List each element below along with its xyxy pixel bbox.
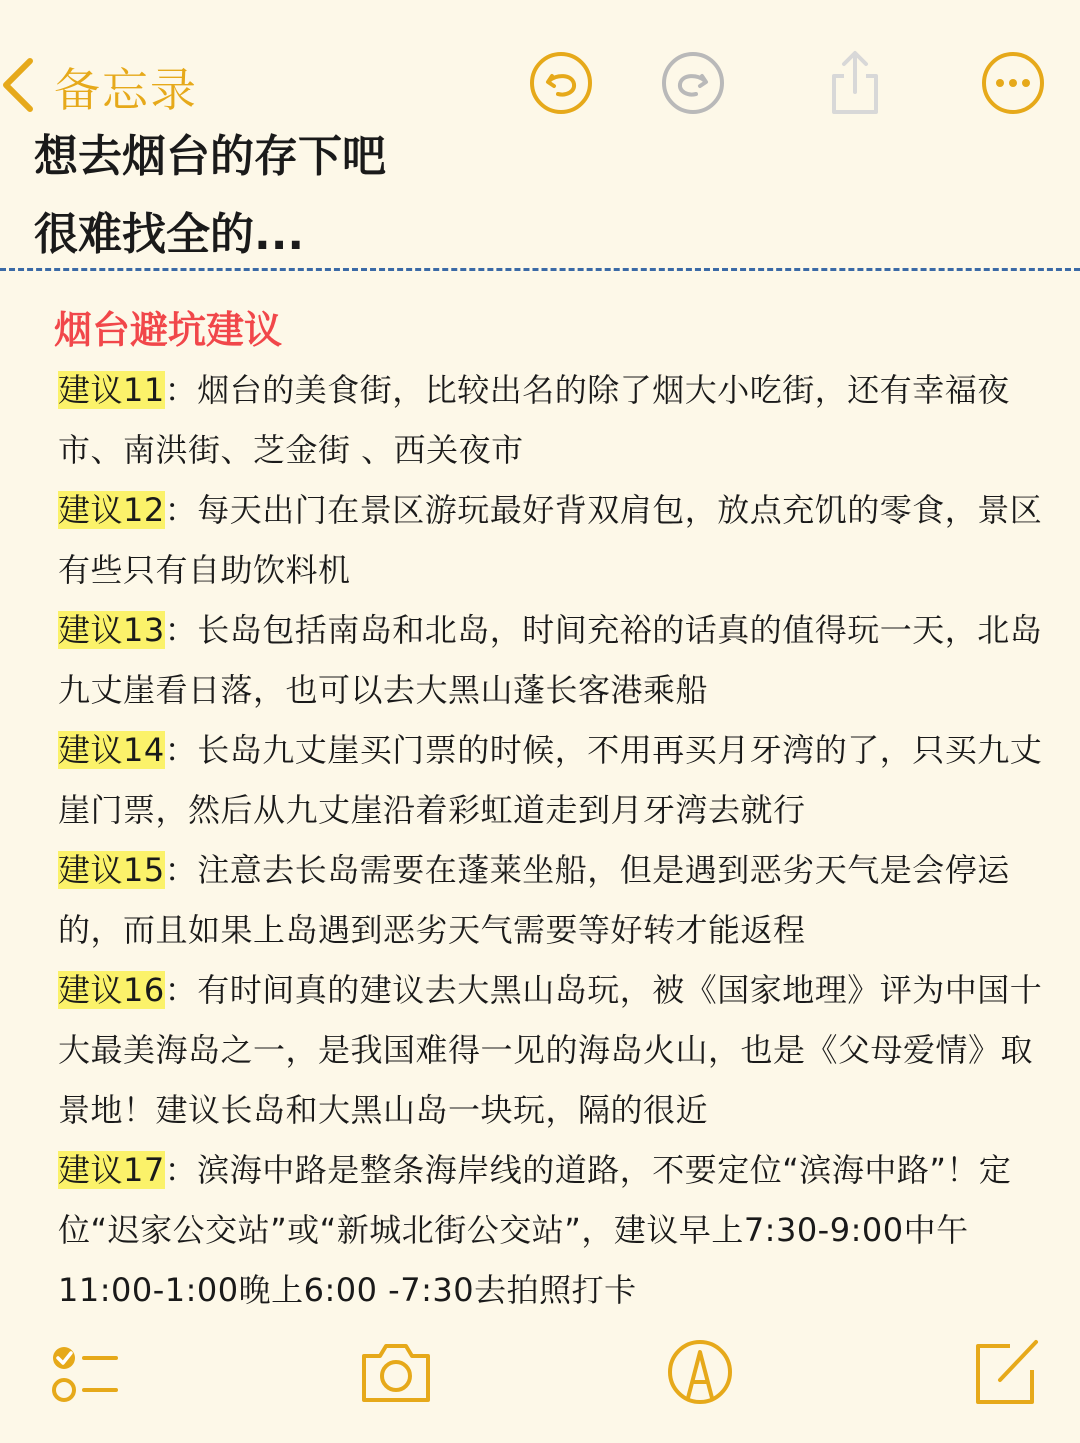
- list-item: [58, 480, 1048, 600]
- item-text: ：长岛包括南岛和北岛，时间充裕的话真的值得玩一天，北岛九丈崖看日落，也可以去大黑山蓬长客港乘船: [58, 611, 1043, 709]
- section-title: 烟台避坑建议: [54, 308, 283, 352]
- list-item: [58, 1140, 1048, 1320]
- bottom-toolbar: [0, 1320, 1080, 1420]
- item-label: 建议14: [58, 731, 165, 769]
- share-icon[interactable]: [822, 50, 888, 116]
- back-button[interactable]: [0, 52, 198, 122]
- list-item: [58, 360, 1048, 480]
- note-title-line1: 想去烟台的存下吧: [34, 131, 386, 182]
- dashed-divider: [0, 268, 1080, 271]
- redo-icon[interactable]: [660, 50, 726, 116]
- item-text: ：烟台的美食街，比较出名的除了烟大小吃街，还有幸福夜市、南洪街、芝金街 、西关夜市: [58, 371, 1010, 469]
- item-label: 建议17: [58, 1151, 165, 1189]
- item-label: 建议16: [58, 971, 165, 1009]
- list-item: [58, 600, 1048, 720]
- item-text: ：注意去长岛需要在蓬莱坐船，但是遇到恶劣天气是会停运的，而且如果上岛遇到恶劣天气需要等好转才能返程: [58, 851, 1010, 949]
- item-text: ：每天出门在景区游玩最好背双肩包，放点充饥的零食，景区有些只有自助饮料机: [58, 491, 1043, 589]
- note-title-line2: 很难找全的...: [34, 209, 305, 260]
- item-label: 建议11: [58, 371, 165, 409]
- undo-icon[interactable]: [528, 50, 594, 116]
- markup-pen-icon[interactable]: [660, 1332, 740, 1412]
- list-item: [58, 840, 1048, 960]
- item-text: ：长岛九丈崖买门票的时候，不用再买月牙湾的了，只买九丈崖门票，然后从九丈崖沿着彩虹道走到月牙湾去就行: [58, 731, 1043, 829]
- list-item: [58, 960, 1048, 1140]
- note-body[interactable]: [58, 360, 1048, 1320]
- more-icon[interactable]: [980, 50, 1046, 116]
- list-item: [58, 720, 1048, 840]
- nav-bar: [0, 40, 1080, 130]
- item-label: 建议13: [58, 611, 165, 649]
- item-text: ：有时间真的建议去大黑山岛玩，被《国家地理》评为中国十大最美海岛之一，是我国难得一见的海岛火山，也是《父母爱情》取景地！建议长岛和大黑山岛一块玩，隔的很近: [58, 971, 1043, 1129]
- back-label: 备忘录: [54, 63, 198, 117]
- compose-icon[interactable]: [966, 1332, 1046, 1412]
- checklist-icon[interactable]: [46, 1332, 126, 1412]
- item-label: 建议15: [58, 851, 165, 889]
- chevron-left-icon: [0, 57, 36, 117]
- item-label: 建议12: [58, 491, 165, 529]
- item-text: ：滨海中路是整条海岸线的道路，不要定位“滨海中路”！定位“迟家公交站”或“新城北街公交站”，建议早上7:30-9:00中午11:00-1:00晚上6:00 -7:30去拍照打卡: [58, 1151, 1012, 1309]
- note-title: [34, 118, 386, 274]
- camera-icon[interactable]: [356, 1332, 436, 1412]
